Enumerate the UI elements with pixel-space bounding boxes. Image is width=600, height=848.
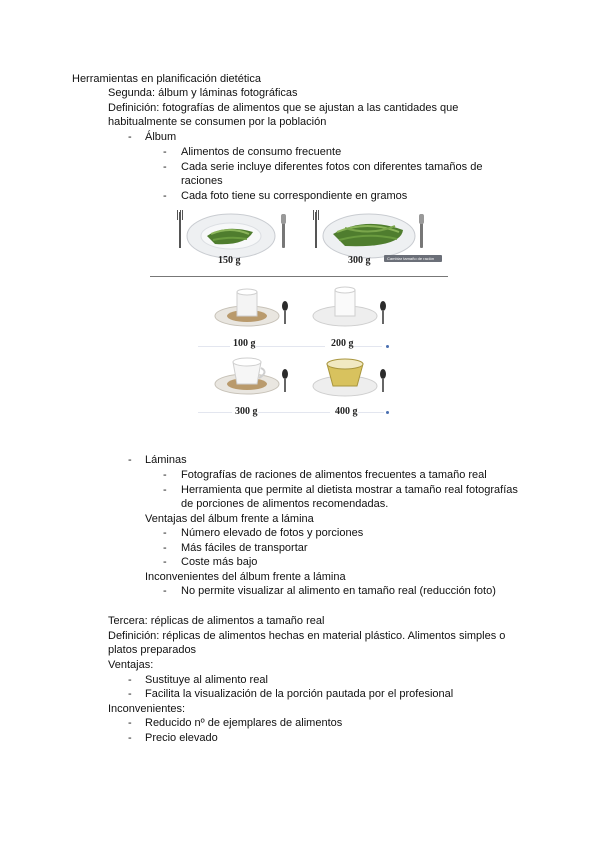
indicator-dot (386, 411, 389, 414)
list-item-continuation: raciones (181, 175, 223, 187)
section-heading-tercera: Tercera: réplicas de alimentos a tamaño real (108, 615, 325, 627)
plate-tag: Cambiar tamaño de ración (384, 255, 442, 262)
album-label: Álbum (145, 131, 177, 143)
bullet-dash: - (163, 484, 167, 496)
inconvenientes-album-heading: Inconvenientes del álbum frente a lámina (145, 571, 346, 583)
bullet-dash: - (163, 469, 167, 481)
plate-label-300g: 300 g (348, 255, 371, 266)
faint-rule (258, 412, 330, 413)
cup-label-400g: 400 g (335, 406, 358, 417)
list-item: Sustituye al alimento real (145, 674, 268, 686)
faint-rule (358, 412, 384, 413)
cup-300g-photo (215, 358, 288, 394)
bullet-dash: - (128, 688, 132, 700)
bullet-dash: - (163, 161, 167, 173)
list-item-continuation: de porciones de alimentos recomendadas. (181, 498, 389, 510)
plate-label-150g: 150 g (218, 255, 241, 266)
list-item: Número elevado de fotos y porciones (181, 527, 364, 539)
cup-label-300g: 300 g (235, 406, 258, 417)
definition-line-1: Definición: réplicas de alimentos hechas en material plástico. Alimentos simples o (108, 630, 506, 642)
bullet-dash: - (163, 146, 167, 158)
bullet-dash: - (163, 190, 167, 202)
bullet-dash: - (128, 131, 132, 143)
list-item: Reducido nº de ejemplares de alimentos (145, 717, 343, 729)
list-item: Cada serie incluye diferentes fotos con diferentes tamaños de (181, 161, 483, 173)
definition-line-1: Definición: fotografías de alimentos que se ajustan a las cantidades que (108, 102, 459, 114)
indicator-dot (386, 345, 389, 348)
plate-150g-photo (177, 210, 286, 258)
section-heading-segunda: Segunda: álbum y láminas fotográficas (108, 87, 298, 99)
bullet-dash: - (128, 454, 132, 466)
bullet-dash: - (128, 717, 132, 729)
page-title: Herramientas en planificación dietética (72, 73, 261, 85)
cups-figure (205, 284, 405, 414)
definition-line-2: habitualmente se consumen por la población (108, 116, 327, 128)
bullet-dash: - (163, 542, 167, 554)
list-item: Alimentos de consumo frecuente (181, 146, 342, 158)
bullet-dash: - (163, 556, 167, 568)
inconvenientes-label: Inconvenientes: (108, 703, 186, 715)
faint-rule (354, 346, 382, 347)
list-item: Facilita la visualización de la porción pautada por el profesional (145, 688, 454, 700)
list-item: Más fáciles de transportar (181, 542, 308, 554)
ventajas-album-heading: Ventajas del álbum frente a lámina (145, 513, 314, 525)
bullet-dash: - (163, 527, 167, 539)
list-item: Cada foto tiene su correspondiente en gramos (181, 190, 408, 202)
definition-line-2: platos preparados (108, 644, 197, 656)
list-item: Precio elevado (145, 732, 218, 744)
cup-label-200g: 200 g (331, 338, 354, 349)
figure-divider (150, 276, 448, 277)
plate-300g-photo (313, 210, 424, 258)
faint-rule (198, 346, 230, 347)
faint-rule (198, 412, 232, 413)
laminas-label: Láminas (145, 454, 187, 466)
cup-400g-photo (313, 359, 386, 396)
bullet-dash: - (128, 674, 132, 686)
cup-label-100g: 100 g (233, 338, 256, 349)
cup-200g-photo (313, 287, 386, 326)
faint-rule (255, 346, 325, 347)
list-item: Herramienta que permite al dietista mostrar a tamaño real fotografías (181, 484, 518, 496)
list-item: Fotografías de raciones de alimentos frecuentes a tamaño real (181, 469, 487, 481)
bullet-dash: - (163, 585, 167, 597)
list-item: Coste más bajo (181, 556, 258, 568)
ventajas-label: Ventajas: (108, 659, 154, 671)
list-item: No permite visualizar al alimento en tamaño real (reducción foto) (181, 585, 496, 597)
bullet-dash: - (128, 732, 132, 744)
cup-100g-photo (215, 289, 288, 326)
